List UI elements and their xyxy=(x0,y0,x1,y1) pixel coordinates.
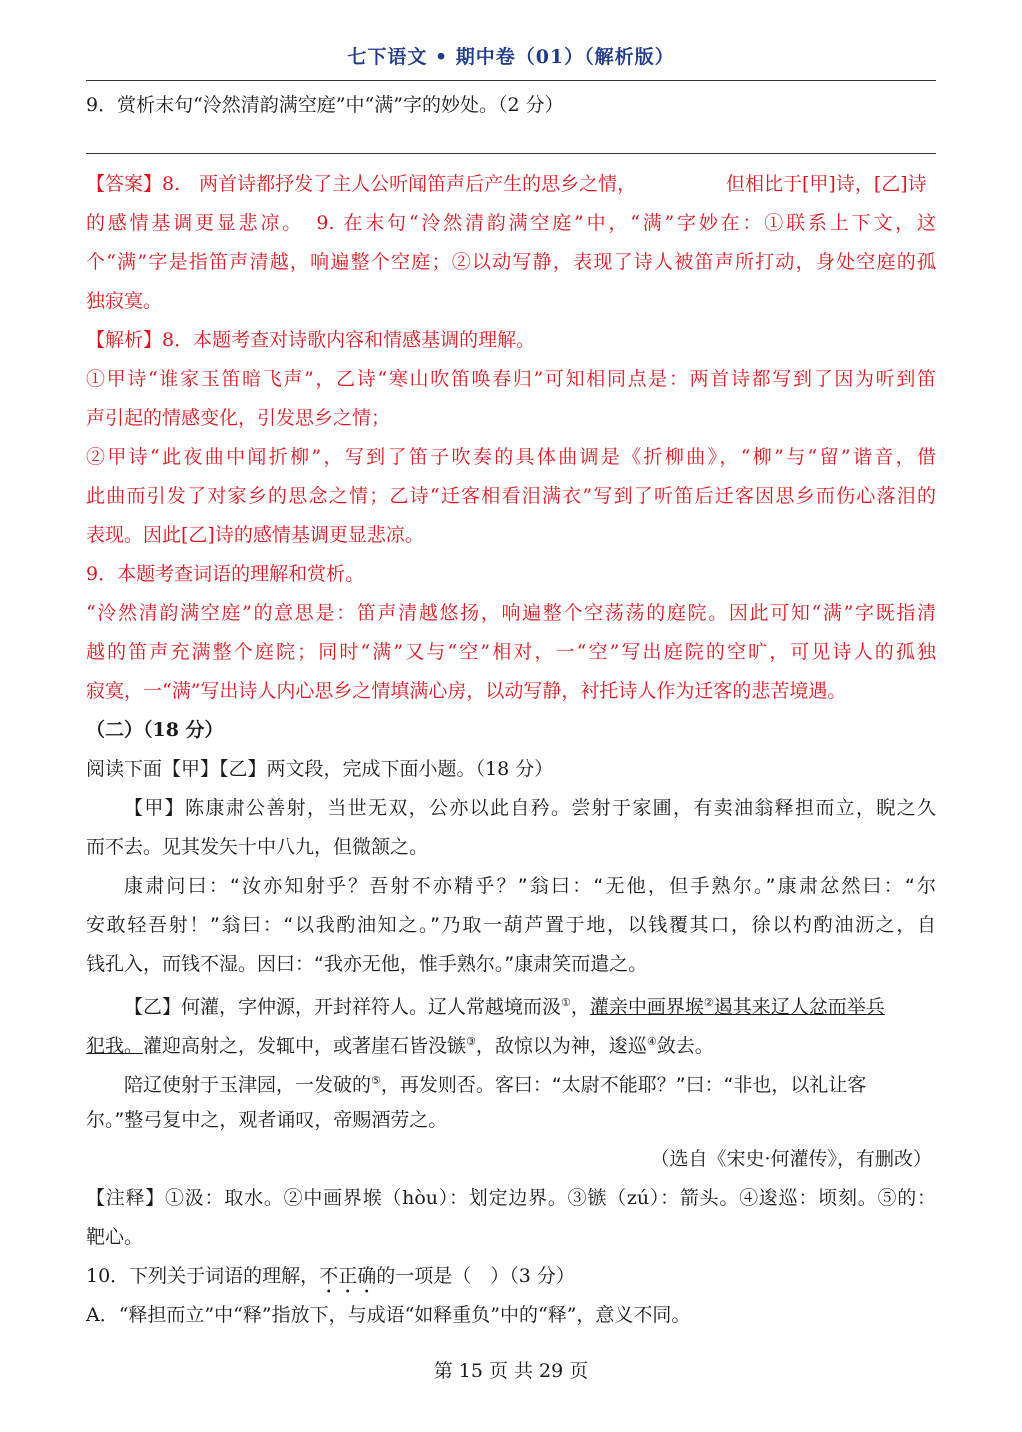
passage-b-underlined-1 xyxy=(590,996,885,1018)
passage-a-line-4: 安敢轻吾射！”翁曰：“以我酌油知之。”乃取一葫芦置于地，以钱覆其口，徐以杓酌油沥之，自 xyxy=(86,914,936,936)
page-header-title: 七下语文 • 期中卷（01）（解析版） xyxy=(347,46,675,68)
analysis-line-5: 此曲而引发了对家乡的思念之情；乙诗“迁客相看泪满衣”写到了听笛后迁客因思乡而伤心落泪的 xyxy=(86,485,936,507)
passage-b-line-2 xyxy=(86,1029,936,1059)
passage-b-text-2b: 灌迎高射之，发辄中，或著崖石皆没镞 xyxy=(143,1035,467,1057)
page-number-footer: 第 15 页 共 29 页 xyxy=(433,1360,589,1382)
answer-line xyxy=(86,153,936,154)
footnote-marker-3: ③ xyxy=(466,1035,476,1048)
passage-b-underlined-2: 犯我。 xyxy=(86,1035,144,1057)
footnote-marker-2: ② xyxy=(703,996,714,1009)
question-10-emphasis: 不正确 xyxy=(319,1265,377,1287)
passage-b-line-4: 尔。”整弓复中之，观者诵叹，帝赐酒劳之。 xyxy=(86,1109,448,1131)
notes-line-2: 靶心。 xyxy=(86,1226,144,1248)
question-10 xyxy=(86,1263,936,1298)
footnote-marker-1: ① xyxy=(561,996,571,1009)
passage-b-text-3a: 陪辽使射于玉津园，一发破的 xyxy=(124,1074,372,1096)
question-10-option-a: A．“释担而立”中“释”指放下，与成语“如释重负”中的“释”，意义不同。 xyxy=(86,1304,691,1326)
answer-line-3: 个“满”字是指笛声清越，响遍整个空庭；②以动写静，表现了诗人被笛声所打动，身处空庭的孤 xyxy=(86,251,936,273)
analysis-line-3: 声引起的情感变化，引发思乡之情； xyxy=(86,407,391,429)
passage-b-text-1b: ， xyxy=(570,996,590,1018)
passage-b-text-2d: 敛去。 xyxy=(656,1035,714,1057)
passage-b-text-2c: ，敌惊以为神，逡巡 xyxy=(475,1035,647,1057)
section-2-intro: 阅读下面【甲】【乙】两文段，完成下面小题。（18 分） xyxy=(86,758,554,780)
passage-b-text-1a: 【乙】何灌，字仲源，开封祥符人。辽人常越境而汲 xyxy=(124,996,562,1018)
question-9: 9．赏析末句“泠然清韵满空庭”中“满”字的妙处。（2 分） xyxy=(86,94,564,116)
question-10-post: 的一项是（ ）（3 分） xyxy=(376,1265,575,1287)
passage-a-line-3: 康肃问曰：“汝亦知射乎？吾射不亦精乎？”翁曰：“无他，但手熟尔。”康肃忿然曰：“尔 xyxy=(124,875,936,897)
analysis-line-6: 表现。因此[乙]诗的感情基调更显悲凉。 xyxy=(86,524,424,546)
footnote-marker-5: ⑤ xyxy=(371,1074,381,1087)
passage-b-text-1c: 灌亲中画界堠 xyxy=(589,996,704,1018)
analysis-line-7: 9．本题考查词语的理解和赏析。 xyxy=(86,563,365,585)
passage-source: （选自《宋史·何灌传》，有删改） xyxy=(650,1148,932,1170)
passage-b-line-3 xyxy=(124,1068,936,1098)
notes-line-1: 【注释】①汲：取水。②中画界堠（hòu）：划定边界。③镞（zú）：箭头。④逡巡：顷刻。⑤的： xyxy=(86,1187,936,1209)
passage-b-line-1 xyxy=(124,990,936,1020)
footnote-marker-4: ④ xyxy=(646,1035,657,1048)
analysis-line-1: 【解析】8．本题考查对诗歌内容和情感基调的理解。 xyxy=(86,329,536,351)
passage-b-text-1d: 遏其来辽人忿而举兵 xyxy=(713,996,885,1018)
header-divider xyxy=(86,80,936,81)
analysis-line-9: 越的笛声充满整个庭院；同时“满”又与“空”相对，一“空”写出庭院的空旷，可见诗人的孤独 xyxy=(86,641,936,663)
analysis-line-2: ①甲诗“谁家玉笛暗飞声”，乙诗“寒山吹笛唤春归”可知相同点是：两首诗都写到了因为听到笛 xyxy=(86,368,936,390)
answer-line-1a: 【答案】8. 两首诗都抒发了主人公听闻笛声后产生的思乡之情， xyxy=(86,173,637,195)
passage-a-line-5: 钱孔入，而钱不湿。因曰：“我亦无他，惟手熟尔。”康肃笑而遣之。 xyxy=(86,953,648,975)
answer-line-2: 的感情基调更显悲凉。 9. 在末句“泠然清韵满空庭”中，“满”字妙在：①联系上下文，这 xyxy=(86,212,936,234)
question-10-pre: 10．下列关于词语的理解， xyxy=(86,1265,320,1287)
passage-a-line-2: 而不去。见其发矢十中八九，但微颔之。 xyxy=(86,836,429,858)
passage-a-line-1: 【甲】陈康肃公善射，当世无双，公亦以此自矜。尝射于家圃，有卖油翁释担而立，睨之久 xyxy=(124,797,936,819)
passage-b-text-3b: ，再发则否。客曰：“太尉不能耶？”曰：“非也，以礼让客 xyxy=(380,1074,867,1096)
answer-line-1 xyxy=(86,171,936,197)
analysis-line-4: ②甲诗“此夜曲中闻折柳”，写到了笛子吹奏的具体曲调是《折柳曲》，“柳”与“留”谐音，借 xyxy=(86,446,936,468)
answer-line-4: 独寂寞。 xyxy=(86,290,163,312)
answer-line-1b: 但相比于[甲]诗，[乙]诗 xyxy=(726,173,927,195)
section-2-title: （二）（18 分） xyxy=(86,719,224,741)
analysis-line-10: 寂寞，一“满”写出诗人内心思乡之情填满心房，以动写静，衬托诗人作为迁客的悲苦境遇。 xyxy=(86,680,847,702)
analysis-line-8: “泠然清韵满空庭”的意思是：笛声清越悠扬，响遍整个空荡荡的庭院。因此可知“满”字既指清 xyxy=(86,602,936,624)
